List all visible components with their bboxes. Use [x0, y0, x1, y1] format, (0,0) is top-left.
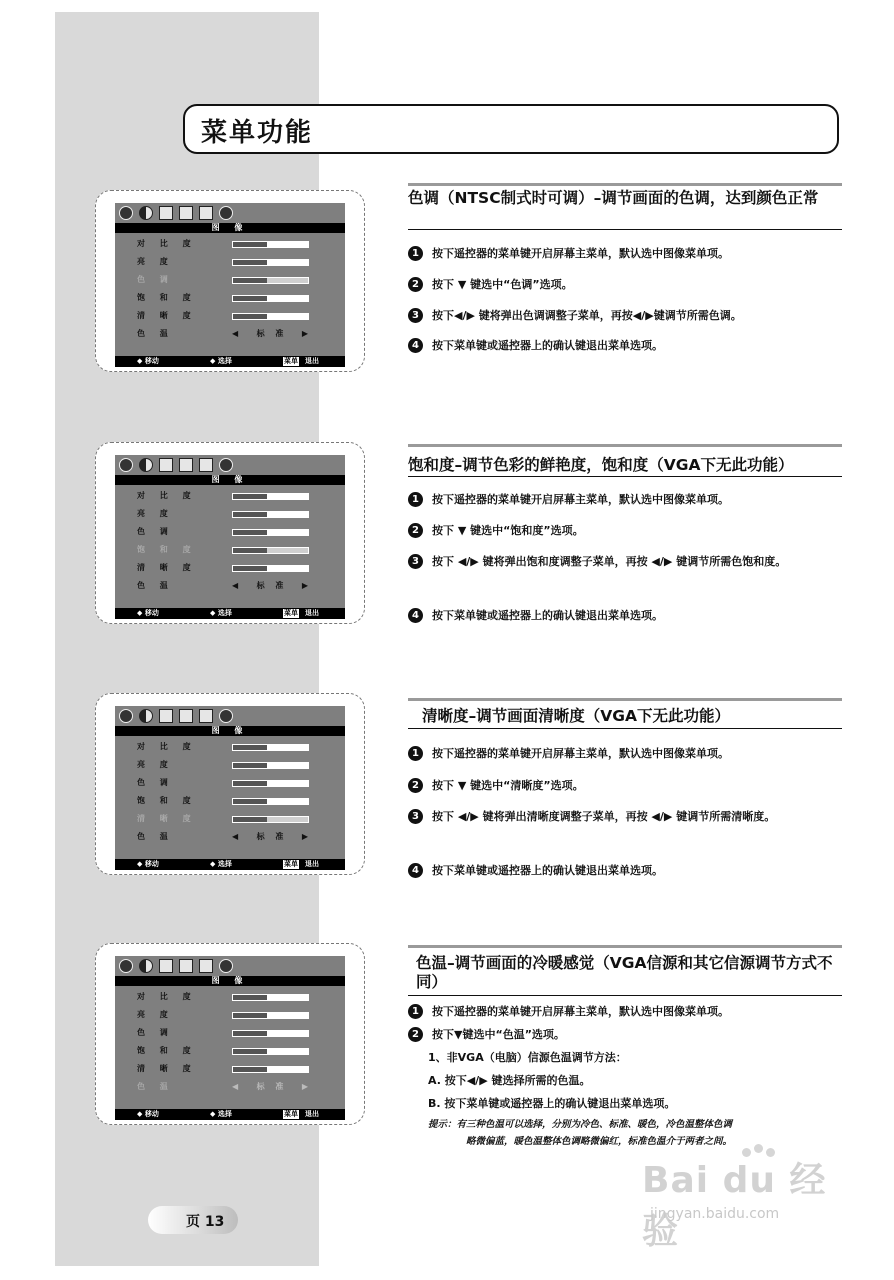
step-number: 1	[408, 492, 423, 507]
left-arrow-icon: ◀	[232, 581, 243, 590]
osd-move: ◆ 移动	[137, 357, 159, 365]
osd-temp-value: 标 准	[256, 832, 288, 841]
osd-level-fill	[233, 781, 267, 786]
osd-menu-row	[137, 328, 327, 340]
osd-exit: 退出	[305, 609, 319, 617]
pc-icon	[199, 458, 213, 472]
osd-menu-row	[137, 526, 327, 538]
osd-row-label: 色 温	[137, 329, 174, 338]
osd-menu-row	[137, 1027, 327, 1039]
osd-temp-value: 标 准	[256, 581, 288, 590]
osd-level-bar	[232, 295, 309, 302]
osd-screen	[115, 956, 345, 1120]
osd-menu-row	[137, 256, 327, 268]
step-number: 2	[408, 1027, 423, 1042]
channel-icon	[159, 458, 173, 472]
function-icon	[179, 458, 193, 472]
osd-level-fill	[233, 745, 267, 750]
step-text: 按下遥控器的菜单键开启屏幕主菜单，默认选中图像菜单项。	[432, 493, 729, 506]
osd-level-bar	[232, 277, 309, 284]
osd-temp-value: 标 准	[256, 1082, 288, 1091]
osd-menu-key: 菜单	[284, 609, 298, 617]
osd-menu-row	[137, 991, 327, 1003]
step-text: 按下▼键选中“色温”选项。	[432, 1028, 565, 1041]
osd-row-label: 色 调	[137, 527, 174, 536]
left-arrow-icon: ◀	[232, 329, 243, 338]
sub-heading: 1、非VGA（电脑）信源色温调节方法：	[428, 1051, 627, 1064]
osd-move: ◆ 移动	[137, 860, 159, 868]
osd-level-bar	[232, 798, 309, 805]
osd-level-bar	[232, 1048, 309, 1055]
osd-header: 图 像	[115, 475, 345, 485]
left-arrow-icon: ◀	[232, 832, 243, 841]
osd-level-fill	[233, 1049, 267, 1054]
osd-menu-row	[137, 813, 327, 825]
right-arrow-icon: ▶	[301, 832, 312, 841]
step-number: 2	[408, 277, 423, 292]
tip-line-2: 略微偏蓝，暖色温整体色调略微偏红，标准色温介于两者之间。	[466, 1136, 733, 1147]
osd-level-bar	[232, 565, 309, 572]
osd-menu-key: 菜单	[284, 860, 298, 868]
osd-level-bar	[232, 1030, 309, 1037]
osd-level-fill	[233, 566, 267, 571]
step-text: 按下◀/▶ 键将弹出色调调整子菜单，再按◀/▶键调节所需色调。	[432, 309, 742, 322]
osd-row-label: 色 调	[137, 778, 174, 787]
osd-level-fill	[233, 260, 267, 265]
osd-row-label: 饱 和 度	[137, 293, 197, 302]
osd-menu-row	[137, 274, 327, 286]
osd-level-bar	[232, 259, 309, 266]
step-text: 按下遥控器的菜单键开启屏幕主菜单，默认选中图像菜单项。	[432, 1005, 729, 1018]
channel-icon	[159, 206, 173, 220]
osd-level-fill	[233, 799, 267, 804]
osd-footer	[115, 608, 345, 619]
osd-select: ◆ 选择	[210, 357, 232, 365]
osd-menu-key: 菜单	[284, 1110, 298, 1118]
osd-level-fill	[233, 763, 267, 768]
osd-level-bar	[232, 1066, 309, 1073]
osd-temp-selector	[232, 831, 312, 843]
section-divider	[408, 444, 842, 447]
step-number: 4	[408, 608, 423, 623]
osd-header: 图 像	[115, 726, 345, 736]
page-number-badge	[148, 1206, 238, 1234]
osd-menu-row	[137, 508, 327, 520]
tip-line-1: 提示：有三种色温可以选择，分别为冷色、标准、暖色，冷色温整体色调	[428, 1119, 733, 1130]
osd-menu-row	[137, 544, 327, 556]
osd-row-label: 对 比 度	[137, 992, 197, 1001]
osd-level-bar	[232, 547, 309, 554]
page-title-box	[183, 104, 839, 154]
picture-icon	[119, 709, 133, 723]
osd-level-bar	[232, 994, 309, 1001]
step-number: 3	[408, 308, 423, 323]
osd-level-bar	[232, 313, 309, 320]
osd-menu-row	[137, 580, 327, 592]
osd-row-label: 饱 和 度	[137, 545, 197, 554]
osd-menu-row	[137, 490, 327, 502]
title-underline	[408, 476, 842, 477]
picture-icon	[119, 206, 133, 220]
section-saturation	[408, 444, 842, 634]
osd-temp-selector	[232, 328, 312, 340]
osd-icon-row	[119, 709, 233, 726]
osd-level-bar	[232, 780, 309, 787]
page-number: 页 13	[186, 1214, 225, 1230]
menu-screenshot-hue	[95, 190, 365, 372]
osd-menu-row	[137, 777, 327, 789]
sub-step-a: A. 按下◀/▶ 键选择所需的色温。	[428, 1074, 591, 1087]
sound-icon	[139, 959, 153, 973]
osd-row-label: 亮 度	[137, 257, 174, 266]
setting-gear-icon	[219, 458, 233, 472]
osd-footer	[115, 859, 345, 870]
step-number: 2	[408, 778, 423, 793]
setting-gear-icon	[219, 959, 233, 973]
channel-icon	[159, 959, 173, 973]
menu-screenshot-sharpness	[95, 693, 365, 875]
baidu-watermark	[630, 1144, 840, 1252]
osd-menu-row	[137, 292, 327, 304]
step-number: 4	[408, 863, 423, 878]
title-underline	[408, 995, 842, 996]
osd-icon-row	[119, 206, 233, 223]
osd-row-label: 饱 和 度	[137, 796, 197, 805]
osd-row-label: 对 比 度	[137, 491, 197, 500]
osd-level-fill	[233, 1013, 267, 1018]
osd-exit: 退出	[305, 357, 319, 365]
osd-row-label: 亮 度	[137, 760, 174, 769]
osd-row-label: 色 调	[137, 275, 174, 284]
osd-row-label: 饱 和 度	[137, 1046, 197, 1055]
osd-menu-row	[137, 562, 327, 574]
osd-level-fill	[233, 512, 267, 517]
section-sharpness	[408, 698, 842, 888]
sound-icon	[139, 206, 153, 220]
osd-row-label: 清 晰 度	[137, 311, 197, 320]
osd-row-label: 色 调	[137, 1028, 174, 1037]
left-arrow-icon: ◀	[232, 1082, 243, 1091]
function-icon	[179, 709, 193, 723]
section-divider	[408, 698, 842, 701]
osd-select: ◆ 选择	[210, 860, 232, 868]
osd-menu-row	[137, 831, 327, 843]
step-number: 4	[408, 338, 423, 353]
osd-level-fill	[233, 817, 267, 822]
step-text: 按下遥控器的菜单键开启屏幕主菜单，默认选中图像菜单项。	[432, 747, 729, 760]
step-number: 1	[408, 246, 423, 261]
osd-move: ◆ 移动	[137, 609, 159, 617]
step-number: 3	[408, 809, 423, 824]
step-text: 按下 ◀/▶ 键将弹出饱和度调整子菜单，再按 ◀/▶ 键调节所需色饱和度。	[432, 555, 787, 568]
osd-level-bar	[232, 1012, 309, 1019]
sound-icon	[139, 709, 153, 723]
osd-level-fill	[233, 548, 267, 553]
osd-screen	[115, 203, 345, 367]
osd-footer	[115, 1109, 345, 1120]
osd-row-label: 亮 度	[137, 509, 174, 518]
osd-level-fill	[233, 314, 267, 319]
section-divider	[408, 183, 842, 186]
osd-level-bar	[232, 511, 309, 518]
osd-row-label: 清 晰 度	[137, 563, 197, 572]
osd-row-label: 色 温	[137, 1082, 174, 1091]
osd-temp-selector	[232, 1081, 312, 1093]
title-underline	[408, 728, 842, 729]
step-text: 按下遥控器的菜单键开启屏幕主菜单，默认选中图像菜单项。	[432, 247, 729, 260]
osd-level-bar	[232, 529, 309, 536]
step-text: 按下 ▼ 键选中“饱和度”选项。	[432, 524, 584, 537]
osd-exit: 退出	[305, 860, 319, 868]
sub-step-b: B. 按下菜单键或遥控器上的确认键退出菜单选项。	[428, 1097, 676, 1110]
osd-level-fill	[233, 494, 267, 499]
step-text: 按下 ▼ 键选中“色调”选项。	[432, 278, 573, 291]
osd-level-fill	[233, 278, 267, 283]
menu-screenshot-saturation	[95, 442, 365, 624]
title-underline	[408, 229, 842, 230]
menu-screenshot-color-temp	[95, 943, 365, 1125]
osd-level-bar	[232, 816, 309, 823]
picture-icon	[119, 458, 133, 472]
section-color-temp	[408, 945, 842, 1155]
osd-menu-row	[137, 795, 327, 807]
step-text: 按下菜单键或遥控器上的确认键退出菜单选项。	[432, 864, 663, 877]
osd-select: ◆ 选择	[210, 1110, 232, 1118]
step-number: 3	[408, 554, 423, 569]
pc-icon	[199, 709, 213, 723]
section-title: 色温–调节画面的冷暖感觉（VGA信源和其它信源调节方式不同）	[416, 954, 833, 991]
step-text: 按下菜单键或遥控器上的确认键退出菜单选项。	[432, 339, 663, 352]
osd-menu-key: 菜单	[284, 357, 298, 365]
function-icon	[179, 206, 193, 220]
function-icon	[179, 959, 193, 973]
pc-icon	[199, 206, 213, 220]
section-title: 清晰度–调节画面清晰度（VGA下无此功能）	[422, 707, 730, 725]
osd-menu-row	[137, 1045, 327, 1057]
osd-row-label: 色 温	[137, 581, 174, 590]
setting-gear-icon	[219, 709, 233, 723]
picture-icon	[119, 959, 133, 973]
osd-menu-row	[137, 759, 327, 771]
osd-row-label: 清 晰 度	[137, 1064, 197, 1073]
osd-header: 图 像	[115, 976, 345, 986]
right-arrow-icon: ▶	[301, 329, 312, 338]
osd-level-fill	[233, 530, 267, 535]
watermark-url: jingyan.baidu.com	[650, 1206, 780, 1222]
right-arrow-icon: ▶	[301, 1082, 312, 1091]
section-hue	[408, 183, 842, 373]
osd-level-fill	[233, 1031, 267, 1036]
step-number: 1	[408, 1004, 423, 1019]
step-number: 1	[408, 746, 423, 761]
osd-screen	[115, 455, 345, 619]
sound-icon	[139, 458, 153, 472]
osd-level-bar	[232, 744, 309, 751]
osd-footer	[115, 356, 345, 367]
osd-row-label: 对 比 度	[137, 239, 197, 248]
osd-level-fill	[233, 1067, 267, 1072]
osd-menu-row	[137, 1009, 327, 1021]
osd-row-label: 色 温	[137, 832, 174, 841]
osd-temp-selector	[232, 580, 312, 592]
step-text: 按下 ◀/▶ 键将弹出清晰度调整子菜单，再按 ◀/▶ 键调节所需清晰度。	[432, 810, 776, 823]
osd-icon-row	[119, 458, 233, 475]
osd-level-bar	[232, 493, 309, 500]
osd-icon-row	[119, 959, 233, 976]
page-title: 菜单功能	[201, 118, 314, 148]
section-divider	[408, 945, 842, 948]
watermark-brand: Bai du 经验	[642, 1160, 827, 1252]
osd-level-fill	[233, 242, 267, 247]
channel-icon	[159, 709, 173, 723]
osd-menu-row	[137, 238, 327, 250]
osd-exit: 退出	[305, 1110, 319, 1118]
osd-menu-row	[137, 1081, 327, 1093]
osd-select: ◆ 选择	[210, 609, 232, 617]
osd-level-bar	[232, 762, 309, 769]
osd-level-fill	[233, 995, 267, 1000]
step-number: 2	[408, 523, 423, 538]
right-arrow-icon: ▶	[301, 581, 312, 590]
section-title: 饱和度–调节色彩的鲜艳度，饱和度（VGA下无此功能）	[408, 456, 794, 474]
osd-row-label: 清 晰 度	[137, 814, 197, 823]
osd-menu-row	[137, 310, 327, 322]
osd-level-bar	[232, 241, 309, 248]
osd-move: ◆ 移动	[137, 1110, 159, 1118]
osd-header: 图 像	[115, 223, 345, 233]
osd-menu-row	[137, 1063, 327, 1075]
osd-level-fill	[233, 296, 267, 301]
osd-menu-row	[137, 741, 327, 753]
step-text: 按下菜单键或遥控器上的确认键退出菜单选项。	[432, 609, 663, 622]
section-title: 色调（NTSC制式时可调）–调节画面的色调，达到颜色正常	[408, 189, 819, 207]
step-text: 按下 ▼ 键选中“清晰度”选项。	[432, 779, 584, 792]
osd-temp-value: 标 准	[256, 329, 288, 338]
osd-row-label: 亮 度	[137, 1010, 174, 1019]
osd-screen	[115, 706, 345, 870]
setting-gear-icon	[219, 206, 233, 220]
pc-icon	[199, 959, 213, 973]
osd-row-label: 对 比 度	[137, 742, 197, 751]
